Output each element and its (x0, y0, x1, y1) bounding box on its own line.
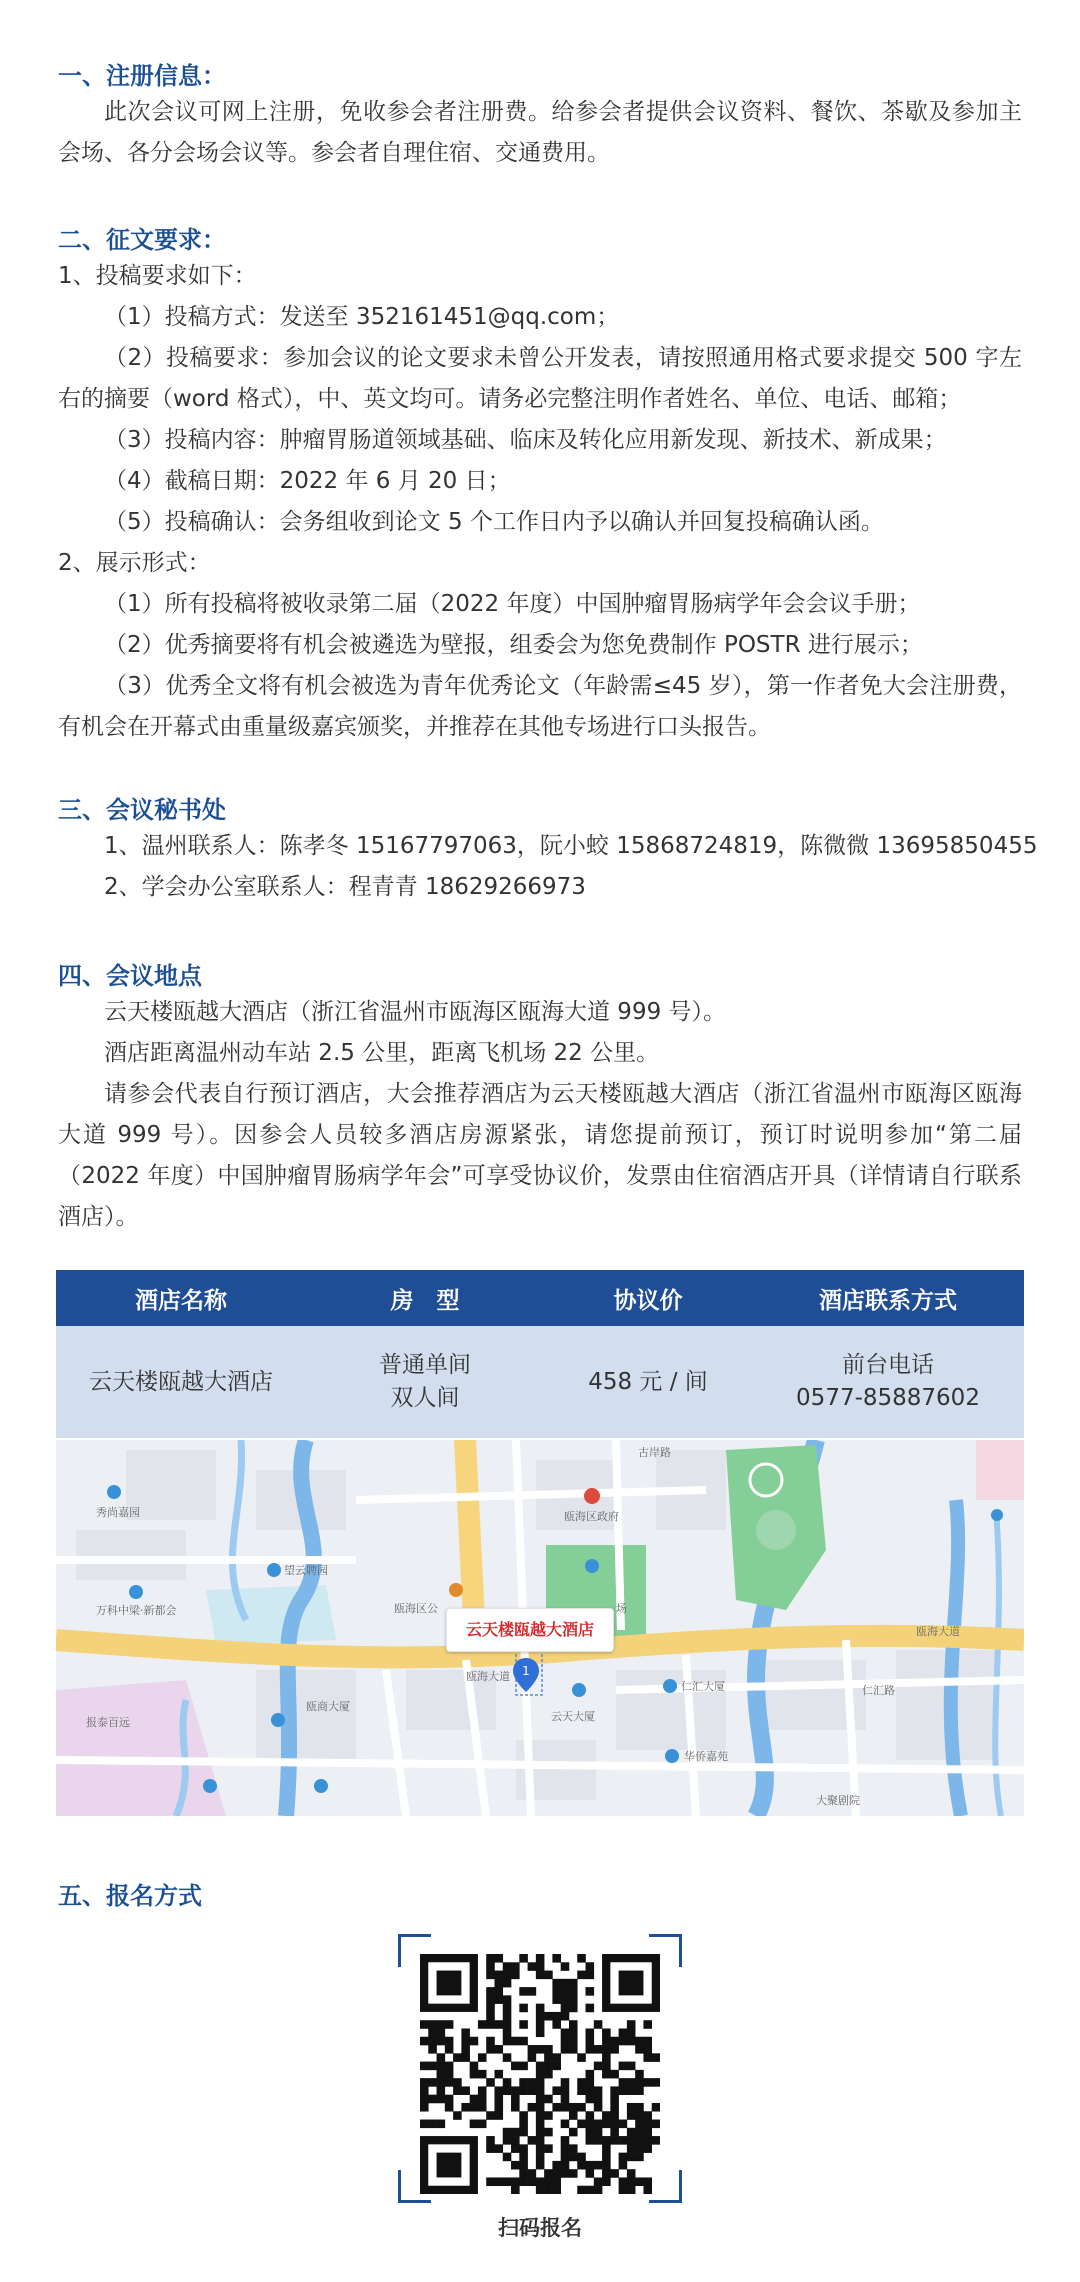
map-label-lishang: 瓯商大厦 (306, 1700, 350, 1713)
submission-item-1: （1）投稿方式：发送至 352161451@qq.com； (104, 304, 620, 330)
display-item-1: （1）所有投稿将被收录第二届（2022 年度）中国肿瘤胃肠病学年会会议手册； (104, 591, 921, 617)
contact-item-1: 1、温州联系人：陈孝冬 15167797063，阮小蛟 15868724819，陈微微 13695850455 (104, 833, 1038, 859)
section-heading-registration: 一、注册信息： (58, 62, 226, 90)
venue-distance: 酒店距离温州动车站 2.5 公里，距离飞机场 22 公里。 (104, 1040, 660, 1066)
map-label-road-main: 瓯海大道 (466, 1670, 510, 1683)
map-label-renhui-da: 仁汇大厦 (681, 1680, 725, 1693)
hotel-callout[interactable]: 云天楼瓯越大酒店 (446, 1608, 614, 1652)
map-label-xiuming: 秀尚嘉园 (96, 1506, 140, 1519)
map-label-gov: 瓯海区政府 (564, 1510, 619, 1523)
registration-text: 此次会议可网上注册，免收参会者注册费。给参会者提供会议资料、餐饮、茶歇及参加主会场、各分会场会议等。参会者自理住宿、交通费用。 (58, 99, 1022, 166)
map-label-wangyun: 望云聘园 (284, 1564, 328, 1577)
room-type-double: 双人间 (390, 1385, 460, 1411)
venue-booking-note: 请参会代表自行预订酒店，大会推荐酒店为云天楼瓯越大酒店（浙江省温州市瓯海区瓯海大道 999 号）。因参会人员较多酒店房源紧张，请您提前预订，预订时说明参加“第二届（2022 年度）中国肿瘤胃肠病学年会”可享受协议价，发票由住宿酒店开具（详情请自行联系酒店）。 (58, 1081, 1022, 1230)
map-label-guanlu: 古岸路 (638, 1446, 671, 1459)
venue-map[interactable] (56, 1440, 1024, 1816)
table-header-price: 协议价 (544, 1270, 752, 1326)
submission-item-2: （2）投稿要求：参加会议的论文要求未曾公开发表，请按照通用格式要求提交 500 字左右的摘要（word 格式），中、英文均可。请务必完整注明作者姓名、单位、电话、邮箱； (58, 345, 1022, 412)
table-header-hotel-name: 酒店名称 (56, 1270, 306, 1326)
contact-label: 前台电话 (842, 1352, 934, 1378)
hotel-table-header-row (56, 1270, 1024, 1326)
qr-code-icon[interactable] (420, 1954, 660, 2194)
qr-card (398, 1934, 682, 2250)
table-header-contact: 酒店联系方式 (752, 1270, 1024, 1326)
map-label-chang: 场 (616, 1602, 627, 1615)
map-label-road-right: 瓯海大道 (916, 1625, 960, 1638)
contact-item-2: 2、学会办公室联系人：程青青 18629266973 (104, 874, 586, 900)
pin-number: 1 (522, 1664, 530, 1678)
submission-item-3: （3）投稿内容：肿瘤胃肠道领域基础、临床及转化应用新发现、新技术、新成果； (104, 427, 947, 453)
table-header-room-type: 房 型 (306, 1270, 544, 1326)
map-label-renhui-lu: 仁汇路 (862, 1684, 895, 1697)
submission-subheading-1: 1、投稿要求如下： (58, 263, 257, 289)
display-item-3: （3）优秀全文将有机会被选为青年优秀论文（年龄需≤45 岁），第一作者免大会注册费，有机会在开幕式由重量级嘉宾颁奖，并推荐在其他专场进行口头报告。 (58, 673, 1022, 740)
section-heading-registration-method: 五、报名方式 (58, 1882, 202, 1910)
contact-phone[interactable]: 0577-85887602 (796, 1385, 980, 1411)
contact-cell (752, 1326, 1024, 1438)
room-type-single: 普通单间 (379, 1352, 471, 1378)
section-heading-venue: 四、会议地点 (58, 962, 202, 990)
map-label-yuntian: 云天大厦 (551, 1710, 595, 1723)
section-heading-secretariat: 三、会议秘书处 (58, 796, 226, 824)
display-item-2: （2）优秀摘要将有机会被遴选为壁报，组委会为您免费制作 POSTR 进行展示； (104, 632, 923, 658)
room-type-cell (306, 1326, 544, 1438)
submission-item-5: （5）投稿确认：会务组收到论文 5 个工作日内予以确认并回复投稿确认函。 (104, 509, 884, 535)
map-label-wanke: 万科中梁·新都会 (96, 1604, 177, 1617)
hotel-table (56, 1270, 1024, 1438)
venue-address: 云天楼瓯越大酒店（浙江省温州市瓯海区瓯海大道 999 号）。 (104, 999, 727, 1025)
qr-caption: 扫码报名 (498, 2216, 582, 2240)
map-label-ouhaiqu: 瓯海区公 (394, 1602, 438, 1615)
section-heading-submission: 二、征文要求： (58, 226, 226, 254)
submission-subheading-2: 2、展示形式： (58, 550, 211, 576)
map-label-dafu: 大聚剧院 (816, 1794, 860, 1807)
submission-item-4: （4）截稿日期：2022 年 6 月 20 日； (104, 468, 511, 494)
table-row (56, 1326, 1024, 1438)
price-cell: 458 元 / 间 (544, 1326, 752, 1438)
map-label-huaqiao: 华侨嘉苑 (684, 1750, 728, 1763)
map-label-xinsheng: 报泰百远 (86, 1716, 130, 1729)
hotel-name-cell: 云天楼瓯越大酒店 (56, 1326, 306, 1438)
